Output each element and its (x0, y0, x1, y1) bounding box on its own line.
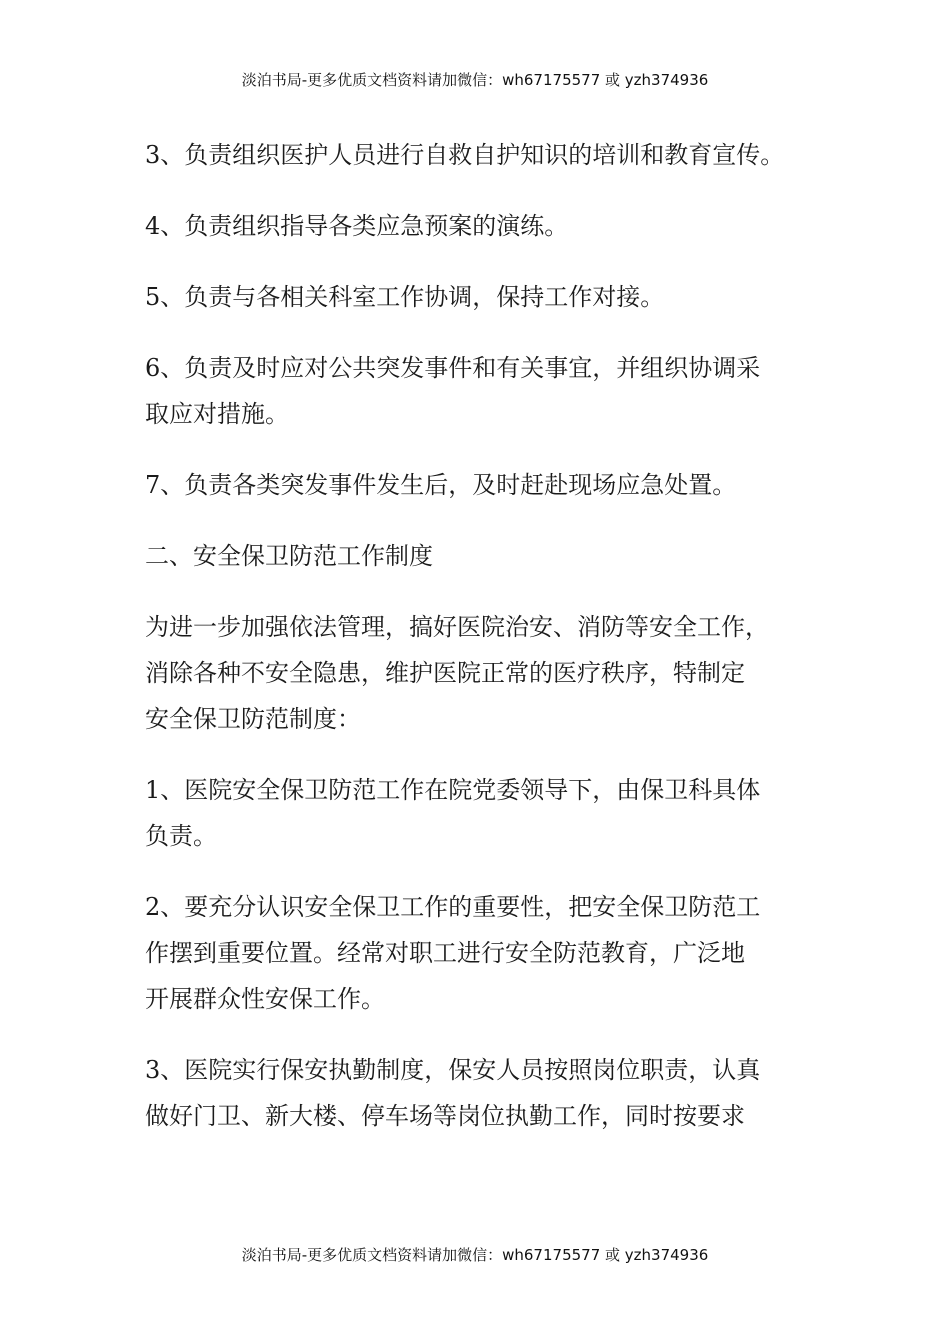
text-line: 3、医院实行保安执勤制度，保安人员按照岗位职责，认真 (145, 1056, 761, 1084)
paragraph-item-5-coordination (145, 274, 810, 320)
paragraph-item-6-public-emergencies (145, 345, 810, 437)
text-line: 安全保卫防范制度： (145, 705, 361, 733)
text-line: 2、要充分认识安全保卫工作的重要性，把安全保卫防范工 (145, 893, 761, 921)
paragraph-rule-3 (145, 1047, 810, 1139)
text-line: 开展群众性安保工作。 (145, 985, 385, 1013)
text-line: 取应对措施。 (145, 400, 289, 428)
document-body (145, 132, 810, 1164)
text-line: 作摆到重要位置。经常对职工进行安全防范教育，广泛地 (145, 939, 745, 967)
paragraph-item-3-training (145, 132, 810, 178)
text-line: 7、负责各类突发事件发生后，及时赶赴现场应急处置。 (145, 471, 737, 499)
text-line: 1、医院安全保卫防范工作在院党委领导下，由保卫科具体 (145, 776, 761, 804)
text-line: 负责。 (145, 822, 217, 850)
text-line: 4、负责组织指导各类应急预案的演练。 (145, 212, 569, 240)
paragraph-rule-1 (145, 767, 810, 859)
text-line: 为进一步加强依法管理，搞好医院治安、消防等安全工作， (145, 613, 769, 641)
paragraph-rule-2 (145, 884, 810, 1022)
text-line: 做好门卫、新大楼、停车场等岗位执勤工作，同时按要求 (145, 1102, 745, 1130)
text-line: 3、负责组织医护人员进行自救自护知识的培训和教育宣传。 (145, 141, 785, 169)
page-header-watermark: 淡泊书局-更多优质文档资料请加微信：wh67175577 或 yzh374936 (241, 71, 709, 89)
page-footer-watermark: 淡泊书局-更多优质文档资料请加微信：wh67175577 或 yzh374936 (241, 1246, 709, 1264)
text-line: 消除各种不安全隐患，维护医院正常的医疗秩序，特制定 (145, 659, 745, 687)
paragraph-intro-security (145, 604, 810, 742)
section-heading-security-system (145, 533, 810, 579)
text-line: 二、安全保卫防范工作制度 (145, 542, 433, 570)
paragraph-item-4-drills (145, 203, 810, 249)
text-line: 6、负责及时应对公共突发事件和有关事宜，并组织协调采 (145, 354, 761, 382)
text-line: 5、负责与各相关科室工作协调，保持工作对接。 (145, 283, 665, 311)
paragraph-item-7-on-site-response (145, 462, 810, 508)
